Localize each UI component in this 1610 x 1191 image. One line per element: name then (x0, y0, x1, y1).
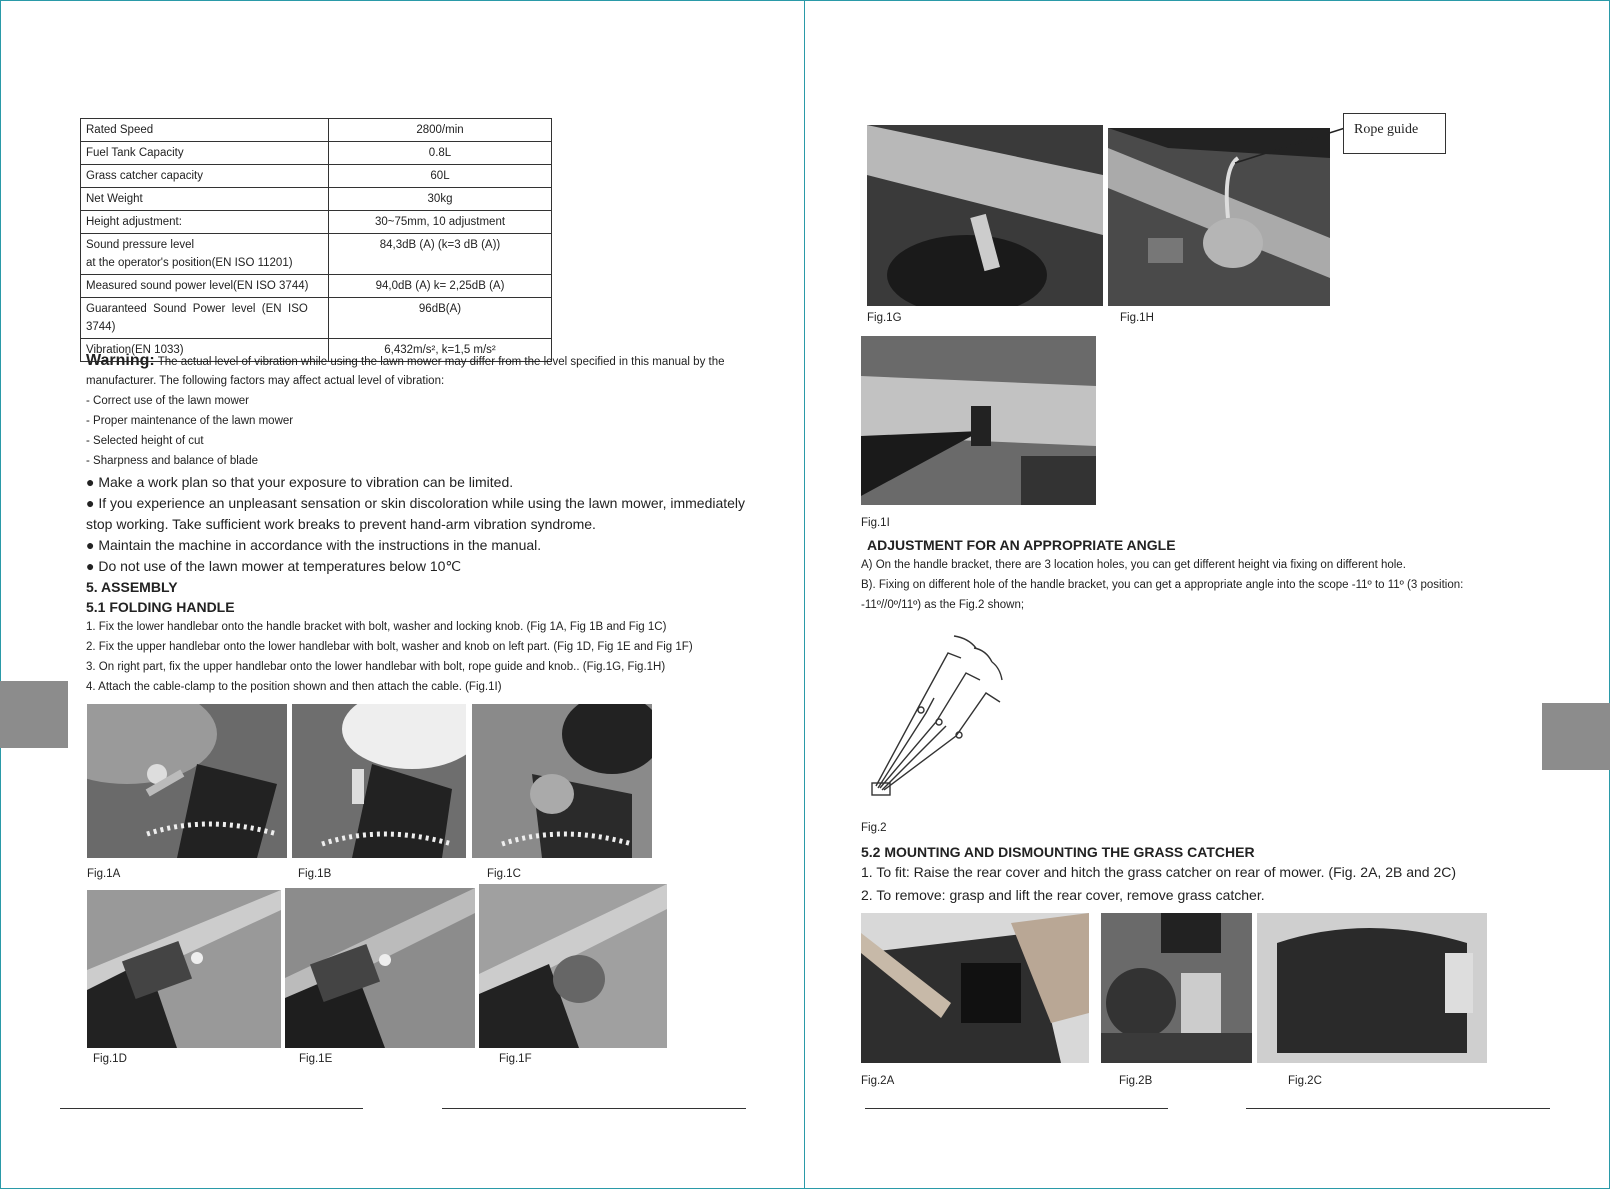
list-item: 2. Fix the upper handlebar onto the lower handlebar with bolt, washer and knob on left part. (Fig 1D, Fig 1E and Fig 1F) (86, 641, 693, 653)
rope-guide-leader-line (1120, 118, 1350, 168)
fig-2-angle-diagram (866, 618, 1036, 803)
fig-1h-caption: Fig.1H (1120, 312, 1154, 324)
subsection-heading: 5.1 FOLDING HANDLE (86, 599, 235, 615)
list-item: - Correct use of the lawn mower (86, 395, 249, 407)
side-tab-left (0, 681, 68, 748)
table-row: Sound pressure level at the operator's position(EN ISO 11201) 84,3dB (A) (k=3 dB (A)) (81, 234, 552, 275)
table-row: Rated Speed 2800/min (81, 119, 552, 142)
fig-2-caption: Fig.2 (861, 822, 887, 834)
section-heading: 5.2 MOUNTING AND DISMOUNTING THE GRASS CATCHER (861, 844, 1255, 860)
rope-guide-label: Rope guide (1343, 113, 1446, 154)
list-item: - Selected height of cut (86, 435, 204, 447)
list-item: 1. To fit: Raise the rear cover and hitch the grass catcher on rear of mower. (Fig. 2A, 2B and 2C) (861, 864, 1457, 880)
fig-1g-photo (867, 125, 1103, 306)
warning-heading: Warning: (86, 352, 155, 369)
fig-1g-caption: Fig.1G (867, 312, 902, 324)
fig-1e-photo (285, 888, 475, 1048)
fig-1f-photo (479, 884, 667, 1048)
fig-1d-photo (87, 890, 281, 1048)
fig-2c-photo (1257, 913, 1487, 1063)
fig-2a-photo (861, 913, 1089, 1063)
list-item: - Sharpness and balance of blade (86, 455, 258, 467)
list-item: 3. On right part, fix the upper handlebar onto the lower handlebar with bolt, rope guide and knob.. (Fig.1G, Fig.1H) (86, 661, 666, 673)
bullet-item: ● Do not use of the lawn mower at temperatures below 10℃ (86, 558, 462, 574)
section-heading: 5. ASSEMBLY (86, 579, 178, 595)
table-row: Net Weight 30kg (81, 188, 552, 211)
side-tab-right (1542, 703, 1610, 770)
list-item: 4. Attach the cable-clamp to the position shown and then attach the cable. (Fig.1I) (86, 681, 502, 693)
fig-2c-caption: Fig.2C (1288, 1075, 1322, 1087)
fig-1f-caption: Fig.1F (499, 1053, 532, 1065)
bullet-item: ● Maintain the machine in accordance with the instructions in the manual. (86, 537, 542, 553)
fig-2b-caption: Fig.2B (1119, 1075, 1153, 1087)
table-row: Measured sound power level(EN ISO 3744) 94,0dB (A) k= 2,25dB (A) (81, 275, 552, 298)
spec-table (80, 118, 552, 362)
fig-2a-caption: Fig.2A (861, 1075, 895, 1087)
table-row: Guaranteed Sound Power level (EN ISO 3744) 96dB(A) (81, 298, 552, 339)
table-row: Height adjustment: 30~75mm, 10 adjustment (81, 211, 552, 234)
fig-1b-photo (292, 704, 466, 858)
warning-paragraph: Warning: The actual level of vibration while using the lawn mower may differ from the level specified in this manual by the (86, 352, 725, 369)
fig-1d-caption: Fig.1D (93, 1053, 127, 1065)
fig-1c-photo (472, 704, 652, 858)
fig-1a-caption: Fig.1A (87, 868, 121, 880)
bullet-item: ● If you experience an unpleasant sensation or skin discoloration while using the lawn mower, immediately (86, 495, 746, 511)
fig-1c-caption: Fig.1C (487, 868, 521, 880)
fig-1e-caption: Fig.1E (299, 1053, 333, 1065)
list-item: 2. To remove: grasp and lift the rear cover, remove grass catcher. (861, 887, 1265, 903)
footer-rule (442, 1108, 746, 1109)
footer-rule (865, 1108, 1168, 1109)
section-heading: ADJUSTMENT FOR AN APPROPRIATE ANGLE (867, 537, 1176, 553)
footer-rule (60, 1108, 363, 1109)
fig-2b-photo (1101, 913, 1252, 1063)
fig-1i-photo (861, 336, 1096, 505)
fig-1a-photo (87, 704, 287, 858)
fig-1i-caption: Fig.1I (861, 517, 890, 529)
list-item: - Proper maintenance of the lawn mower (86, 415, 294, 427)
fig-1b-caption: Fig.1B (298, 868, 332, 880)
table-row: Vibration(EN 1033) 6,432m/s², k=1,5 m/s² (81, 339, 552, 362)
bullet-item: ● Make a work plan so that your exposure to vibration can be limited. (86, 474, 514, 490)
list-item: 1. Fix the lower handlebar onto the handle bracket with bolt, washer and locking knob. (Fig 1A, Fig 1B and Fig 1C) (86, 621, 667, 633)
table-row: Grass catcher capacity 60L (81, 165, 552, 188)
footer-rule (1246, 1108, 1550, 1109)
table-row: Fuel Tank Capacity 0.8L (81, 142, 552, 165)
